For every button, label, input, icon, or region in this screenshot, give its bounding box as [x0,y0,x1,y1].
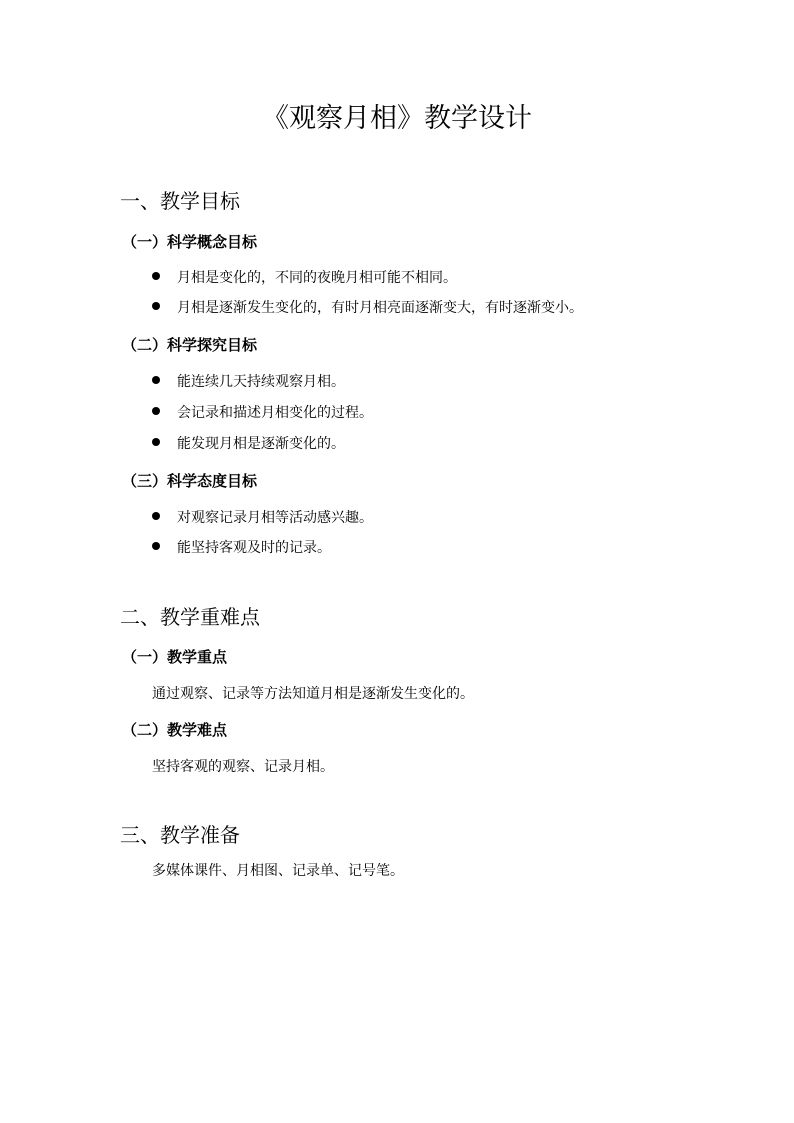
list-item [152,508,373,528]
bullet-dot-icon [152,542,160,550]
subsection-heading-attitude: （三）科学态度目标 [122,472,258,490]
bullet-dot-icon [152,512,160,520]
list-item-text: 对观察记录月相等活动感兴趣。 [177,510,373,526]
list-item-text: 月相是逐渐发生变化的，有时月相亮面逐渐变大，有时逐渐变小。 [177,300,583,316]
list-item-text: 能连续几天持续观察月相。 [177,374,345,390]
bullet-dot-icon [152,407,160,415]
bullet-dot-icon [152,376,160,384]
bullet-dot-icon [152,438,160,446]
subsection-heading-inquiry: （二）科学探究目标 [122,336,258,354]
subsection-heading-focus: （一）教学重点 [122,648,228,666]
list-item-text: 能发现月相是逐渐变化的。 [177,436,345,452]
list-item [152,268,457,288]
list-item [152,403,373,423]
section-heading-goals: 一、教学目标 [120,189,240,213]
list-item-text: 月相是变化的，不同的夜晚月相可能不相同。 [177,270,457,286]
bullet-dot-icon [152,272,160,280]
list-item [152,538,331,558]
subsection-heading-difficulty: （二）教学难点 [122,721,228,739]
paragraph-preparation: 多媒体课件、月相图、记录单、记号笔。 [152,863,404,879]
list-item-text: 能坚持客观及时的记录。 [177,540,331,556]
page-title: 《观察月相》教学设计 [262,103,532,134]
list-item [152,434,345,454]
section-heading-preparation: 三、教学准备 [120,823,240,847]
list-item-text: 会记录和描述月相变化的过程。 [177,405,373,421]
paragraph-difficulty: 坚持客观的观察、记录月相。 [152,759,334,775]
bullet-dot-icon [152,302,160,310]
section-heading-key-points: 二、教学重难点 [120,605,260,629]
subsection-heading-concept: （一）科学概念目标 [122,233,258,251]
list-item [152,372,345,392]
list-item [152,298,583,318]
paragraph-focus: 通过观察、记录等方法知道月相是逐渐发生变化的。 [152,686,474,702]
